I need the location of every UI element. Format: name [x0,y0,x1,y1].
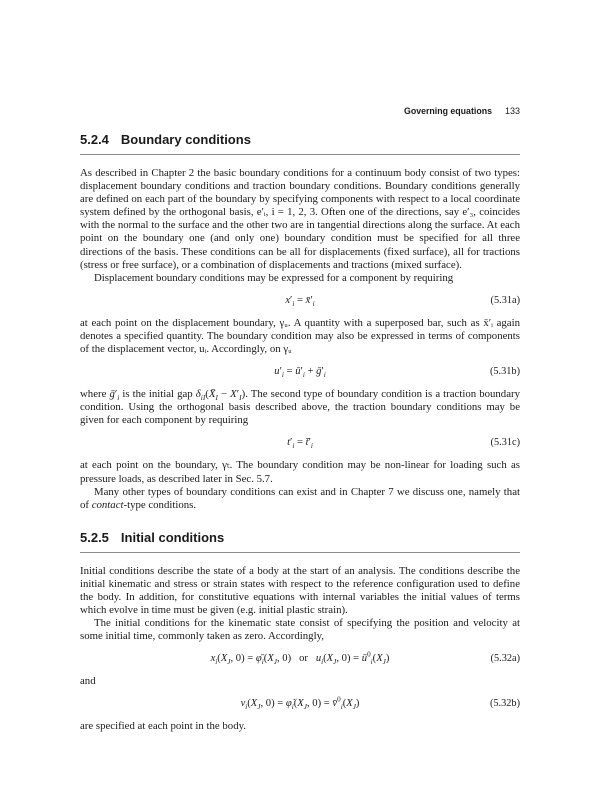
equation-math: $u'_i$ = $ū'_i$ + $ḡ'_i$ [274,366,326,380]
equation-number: (5.32a) [490,653,520,665]
paragraph-kinematic: The initial conditions for the kinematic state consist of specifying the position and velocity at some initial time, commonly taken as zero. Accordingly, [80,617,520,643]
page-number: 133 [504,106,520,116]
paragraph-displacement: Displacement boundary conditions may be expressed for a component by requiring [94,271,454,284]
paragraph-after-531c: at each point on the boundary, γₜ. The boundary condition may be non-linear for loading such as pressure loads, as described later in Sec. 5.7. [80,459,520,485]
text-run-italic: contact [91,498,124,511]
paragraph-and: and [80,675,96,688]
equation-math: $x_i(X_J$, $0) = \varphī_i(X_J$, 0) or $u_i(X_J$, $0) = ū^0_i(X_J)$ [210,650,390,667]
section-boundary-conditions [80,132,520,512]
heading-title: Initial conditions [120,529,225,545]
paragraph-intro-boundary: As described in Chapter 2 the basic boundary conditions for a continuum body consist of two types: displacement boundary conditions and traction boundary conditions. Boundary conditions generally are defined on each part of the boundary by specifying components with respect to a local coordinate system defined by the orthogonal basis, e′ᵢ, i = 1, 2, 3. Often one of the directions, say e′₃, coincides with the normal to the surface and the other two are in tangential directions along the surface. At each point on the boundary one (and only one) boundary condition must be specified for all three directions of the basis. These conditions can be all for displacements (fixed surface), all for tractions (stress or free surface), or a combination of displacements and tractions (mixed surface). [80,167,520,271]
equation-531a [80,294,520,308]
equation-number: (5.31c) [490,437,520,449]
paragraph-after-531b [80,388,520,427]
equation-number: (5.32b) [489,698,520,710]
text-run: Many other types of boundary conditions can exist and in Chapter 7 we discuss one, namely that of [80,485,520,511]
equation-math: $t'_i$ = $t̄'_i$ [287,437,313,451]
equation-math: $x'_i$ = $x̄'_i$ [285,294,315,308]
section-initial-conditions [80,530,520,734]
inline-formula-delta: $\delta_{iI}(X̄_I - X'_I)$ [195,388,246,403]
equation-532b [80,697,520,711]
equation-number: (5.31a) [490,294,520,306]
heading-number: 5.2.4 [80,132,109,147]
inline-formula-gap: $ḡ'_i$ [109,388,120,403]
equation-531b [80,365,520,379]
section-heading-initial [80,530,520,553]
running-header [80,106,520,116]
running-title: Governing equations [403,106,492,116]
paragraph-intro-initial: Initial conditions describe the state of a body at the start of an analysis. The conditions describe the initial kinematic and stress or strain states with respect to the reference configuration used to define the body. In addition, for constitutive equations with internal variables the initial values of terms which evolve in time must be given (e.g. initial plastic strain). [80,564,520,617]
paragraph-end: are specified at each point in the body. [80,720,246,733]
text-run: . The second type of boundary condition is a traction boundary condition. Using the orthogonal basis described above, the traction boundary conditions may be given for each component by requiring [80,388,520,427]
text-run: -type conditions. [123,498,197,511]
heading-title: Boundary conditions [120,132,251,147]
text-run: where [80,388,110,401]
paragraph-after-531a: at each point on the displacement boundary, γᵤ. A quantity with a superposed bar, such as x̄′ᵢ again denotes a specified quantity. The boundary condition may also be expressed in terms of components of the displacement vector, uᵢ. Accordingly, on γᵤ [80,316,520,356]
equation-532a [80,652,520,666]
heading-number: 5.2.5 [80,529,109,545]
equation-number: (5.31b) [489,366,520,378]
equation-math: $v_i(X_J$, $0) = \varphi̇_i(X_J$, $0) = v̄^0_i(X_J)$ [240,695,360,712]
text-run: is the initial gap [119,388,196,401]
equation-531c [80,436,520,450]
paragraph-contact [80,486,520,512]
section-heading-boundary [80,132,520,155]
